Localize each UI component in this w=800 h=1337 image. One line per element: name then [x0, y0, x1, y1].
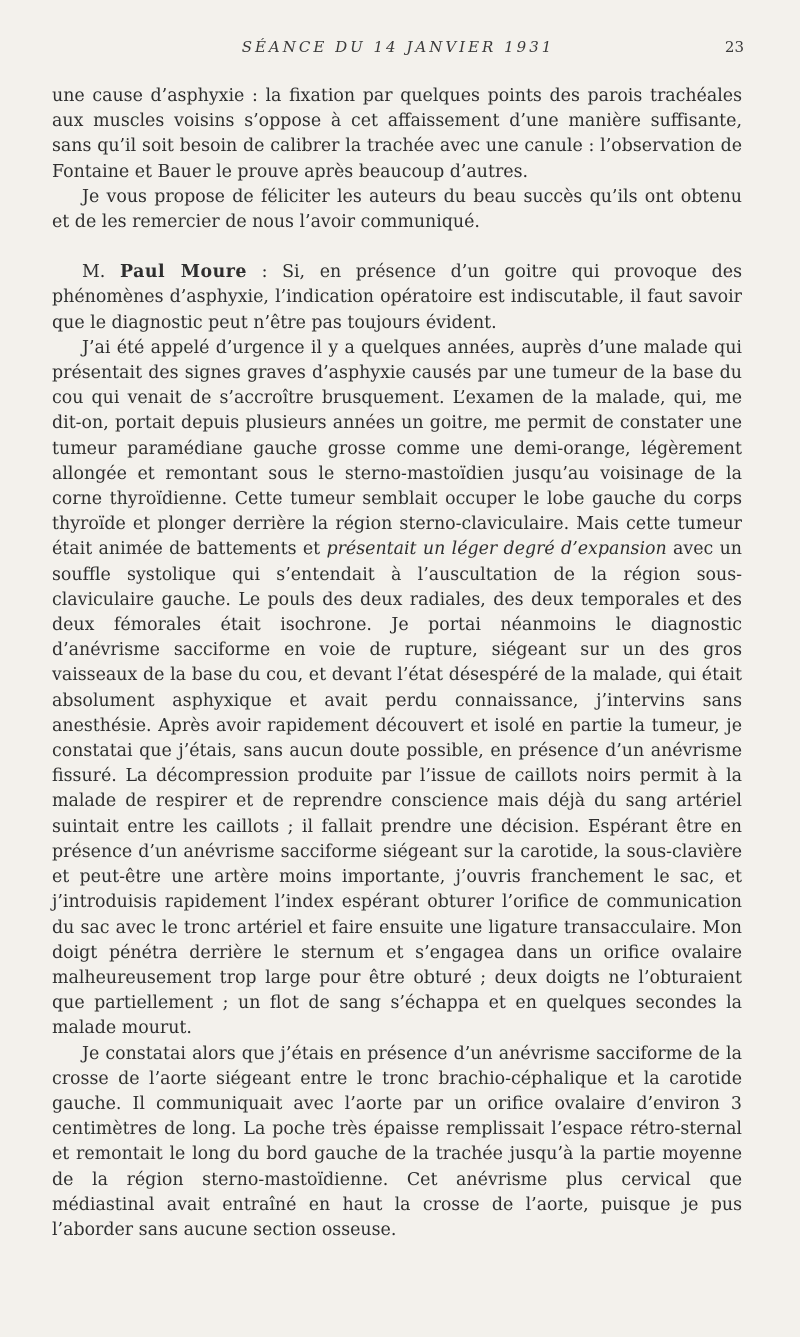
paragraph-3 — [52, 260, 742, 336]
paragraph-1: une cause d’asphyxie : la fixation par quelques points des parois trachéales aux muscles voisins s’oppose à cet affaissement d’une manière suffisante, sans qu’il soit besoin de calibrer la trachée avec une canule : l’observation de Fontaine et Bauer le prouve après beaucoup d’autres. — [52, 86, 742, 182]
speaker-name: Paul Moure — [119, 262, 247, 283]
body-text — [52, 84, 742, 1243]
page-header — [52, 38, 744, 62]
running-title: SÉANCE DU 14 JANVIER 1931 — [241, 38, 555, 56]
paragraph-3-text: : Si, en présence d’un goitre qui provoque des phénomènes d’asphyxie, l’indication opératoire est indiscutable, il faut savoir que le diagnostic peut n’être pas toujours évident. — [52, 262, 742, 333]
paragraph-4 — [52, 336, 742, 1042]
paragraph-4-text-a: J’ai été appelé d’urgence il y a quelques années, auprès d’une malade qui présentait des signes graves d’asphyxie causés par une tumeur de la base du cou qui venait de s’accroître brusquement. L’examen de la malade, qui, me dit-on, portait depuis plusieurs années un goitre, me permit de constater une tumeur paramédiane gauche grosse comme une demi-orange, légèrement allongée et remontant sous le sterno-mastoïdien jusqu’au voisinage de la corne thyroïdienne. Cette tumeur semblait occuper le lobe gauche du corps thyroïde et plonger derrière la région sterno-claviculaire. Mais cette tumeur était animée de battements et — [52, 337, 742, 560]
paragraph-4-text-b: avec un souffle systolique qui s’entendait à l’auscultation de la région sous-claviculaire gauche. Le pouls des deux radiales, des deux temporales et des deux fémorales était isochrone. Je portai néanmoins le diagnostic d’anévrisme sacciforme en voie de rupture, siégeant sur un des gros vaisseaux de la base du cou, et devant l’état désespéré de la malade, qui était absolument asphyxique et avait perdu connaissance, j’intervins sans anesthésie. Après avoir rapidement découvert et isolé en partie la tumeur, je constatai que j’étais, sans aucun doute possible, en présence d’un anévrisme fissuré. La décompression produite par l’issue de caillots noirs permit à la malade de respirer et de reprendre conscience mais déjà du sang artériel suintait entre les caillots ; il fallait prendre une décision. Espérant être en présence d’un anévrisme sacciforme siégeant sur la carotide, la sous-clavière et peut-être une artère moins importante, j’ouvris franchement le sac, et j’introduisis rapidement l’index espérant obturer l’orifice de communication du sac avec le tronc artériel et faire ensuite une ligature transacculaire. Mon doigt pénétra derrière le sternum et s’engagea dans un orifice ovalaire malheureusement trop large pour être obturé ; deux doigts ne l’obturaient que partiellement ; un flot de sang s’échappa et en quelques secondes la malade mourut. — [52, 539, 742, 1039]
paragraph-5: Je constatai alors que j’étais en présence d’un anévrisme sacciforme de la crosse de l’aorte siégeant entre le tronc brachio-céphalique et la carotide gauche. Il communiquait avec l’aorte par un orifice ovalaire d’environ 3 centimètres de long. La poche très épaisse remplissait l’espace rétro-sternal et remontait le long du bord gauche de la trachée jusqu’à la partie moyenne de la région sterno-mastoïdienne. Cet anévrisme plus cervical que médiastinal avait entraîné en haut la crosse de l’aorte, puisque je pus l’aborder sans aucune section osseuse. — [52, 1043, 742, 1240]
page-number: 23 — [724, 38, 744, 56]
speaker-prefix: M. — [82, 262, 120, 283]
paragraph-4-italic: présentait un léger degré d’expansion — [326, 539, 667, 560]
paragraph-2: Je vous propose de féliciter les auteurs du beau succès qu’ils ont obtenu et de les remercier de nous l’avoir communiqué. — [52, 186, 742, 233]
